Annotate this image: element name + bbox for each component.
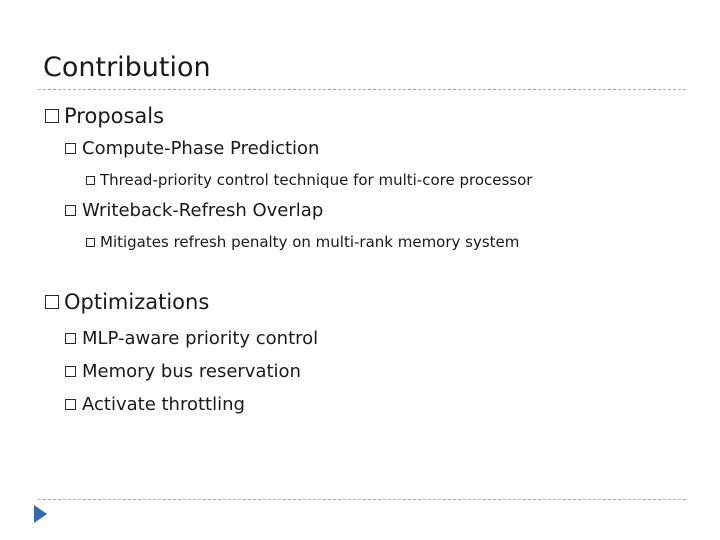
checkbox-bullet-icon xyxy=(86,238,95,247)
subitem-label: Mitigates refresh penalty on multi-rank memory system xyxy=(100,233,520,251)
item-label: Activate throttling xyxy=(82,394,245,415)
next-slide-arrow-icon[interactable] xyxy=(34,505,47,523)
list-item xyxy=(65,138,319,159)
section-label: Optimizations xyxy=(64,290,210,314)
checkbox-bullet-icon xyxy=(65,333,76,344)
checkbox-bullet-icon xyxy=(65,205,76,216)
footer-divider xyxy=(38,499,686,500)
list-item xyxy=(65,328,318,349)
checkbox-bullet-icon xyxy=(65,143,76,154)
item-label: Writeback-Refresh Overlap xyxy=(82,200,324,221)
checkbox-bullet-icon xyxy=(65,366,76,377)
item-label: Compute-Phase Prediction xyxy=(82,138,320,159)
list-subitem xyxy=(86,233,519,251)
list-item xyxy=(65,200,323,221)
checkbox-bullet-icon xyxy=(45,109,59,123)
checkbox-bullet-icon xyxy=(65,399,76,410)
title-divider xyxy=(38,89,686,90)
section-optimizations xyxy=(45,290,209,314)
list-subitem xyxy=(86,171,532,189)
section-label: Proposals xyxy=(64,104,165,128)
item-label: MLP-aware priority control xyxy=(82,328,319,349)
item-label: Memory bus reservation xyxy=(82,361,301,382)
subitem-label: Thread-priority control technique for multi-core processor xyxy=(100,171,533,189)
list-item xyxy=(65,361,301,382)
list-item xyxy=(65,394,245,415)
section-proposals xyxy=(45,104,164,128)
slide-title: Contribution xyxy=(43,52,211,83)
checkbox-bullet-icon xyxy=(45,295,59,309)
checkbox-bullet-icon xyxy=(86,176,95,185)
